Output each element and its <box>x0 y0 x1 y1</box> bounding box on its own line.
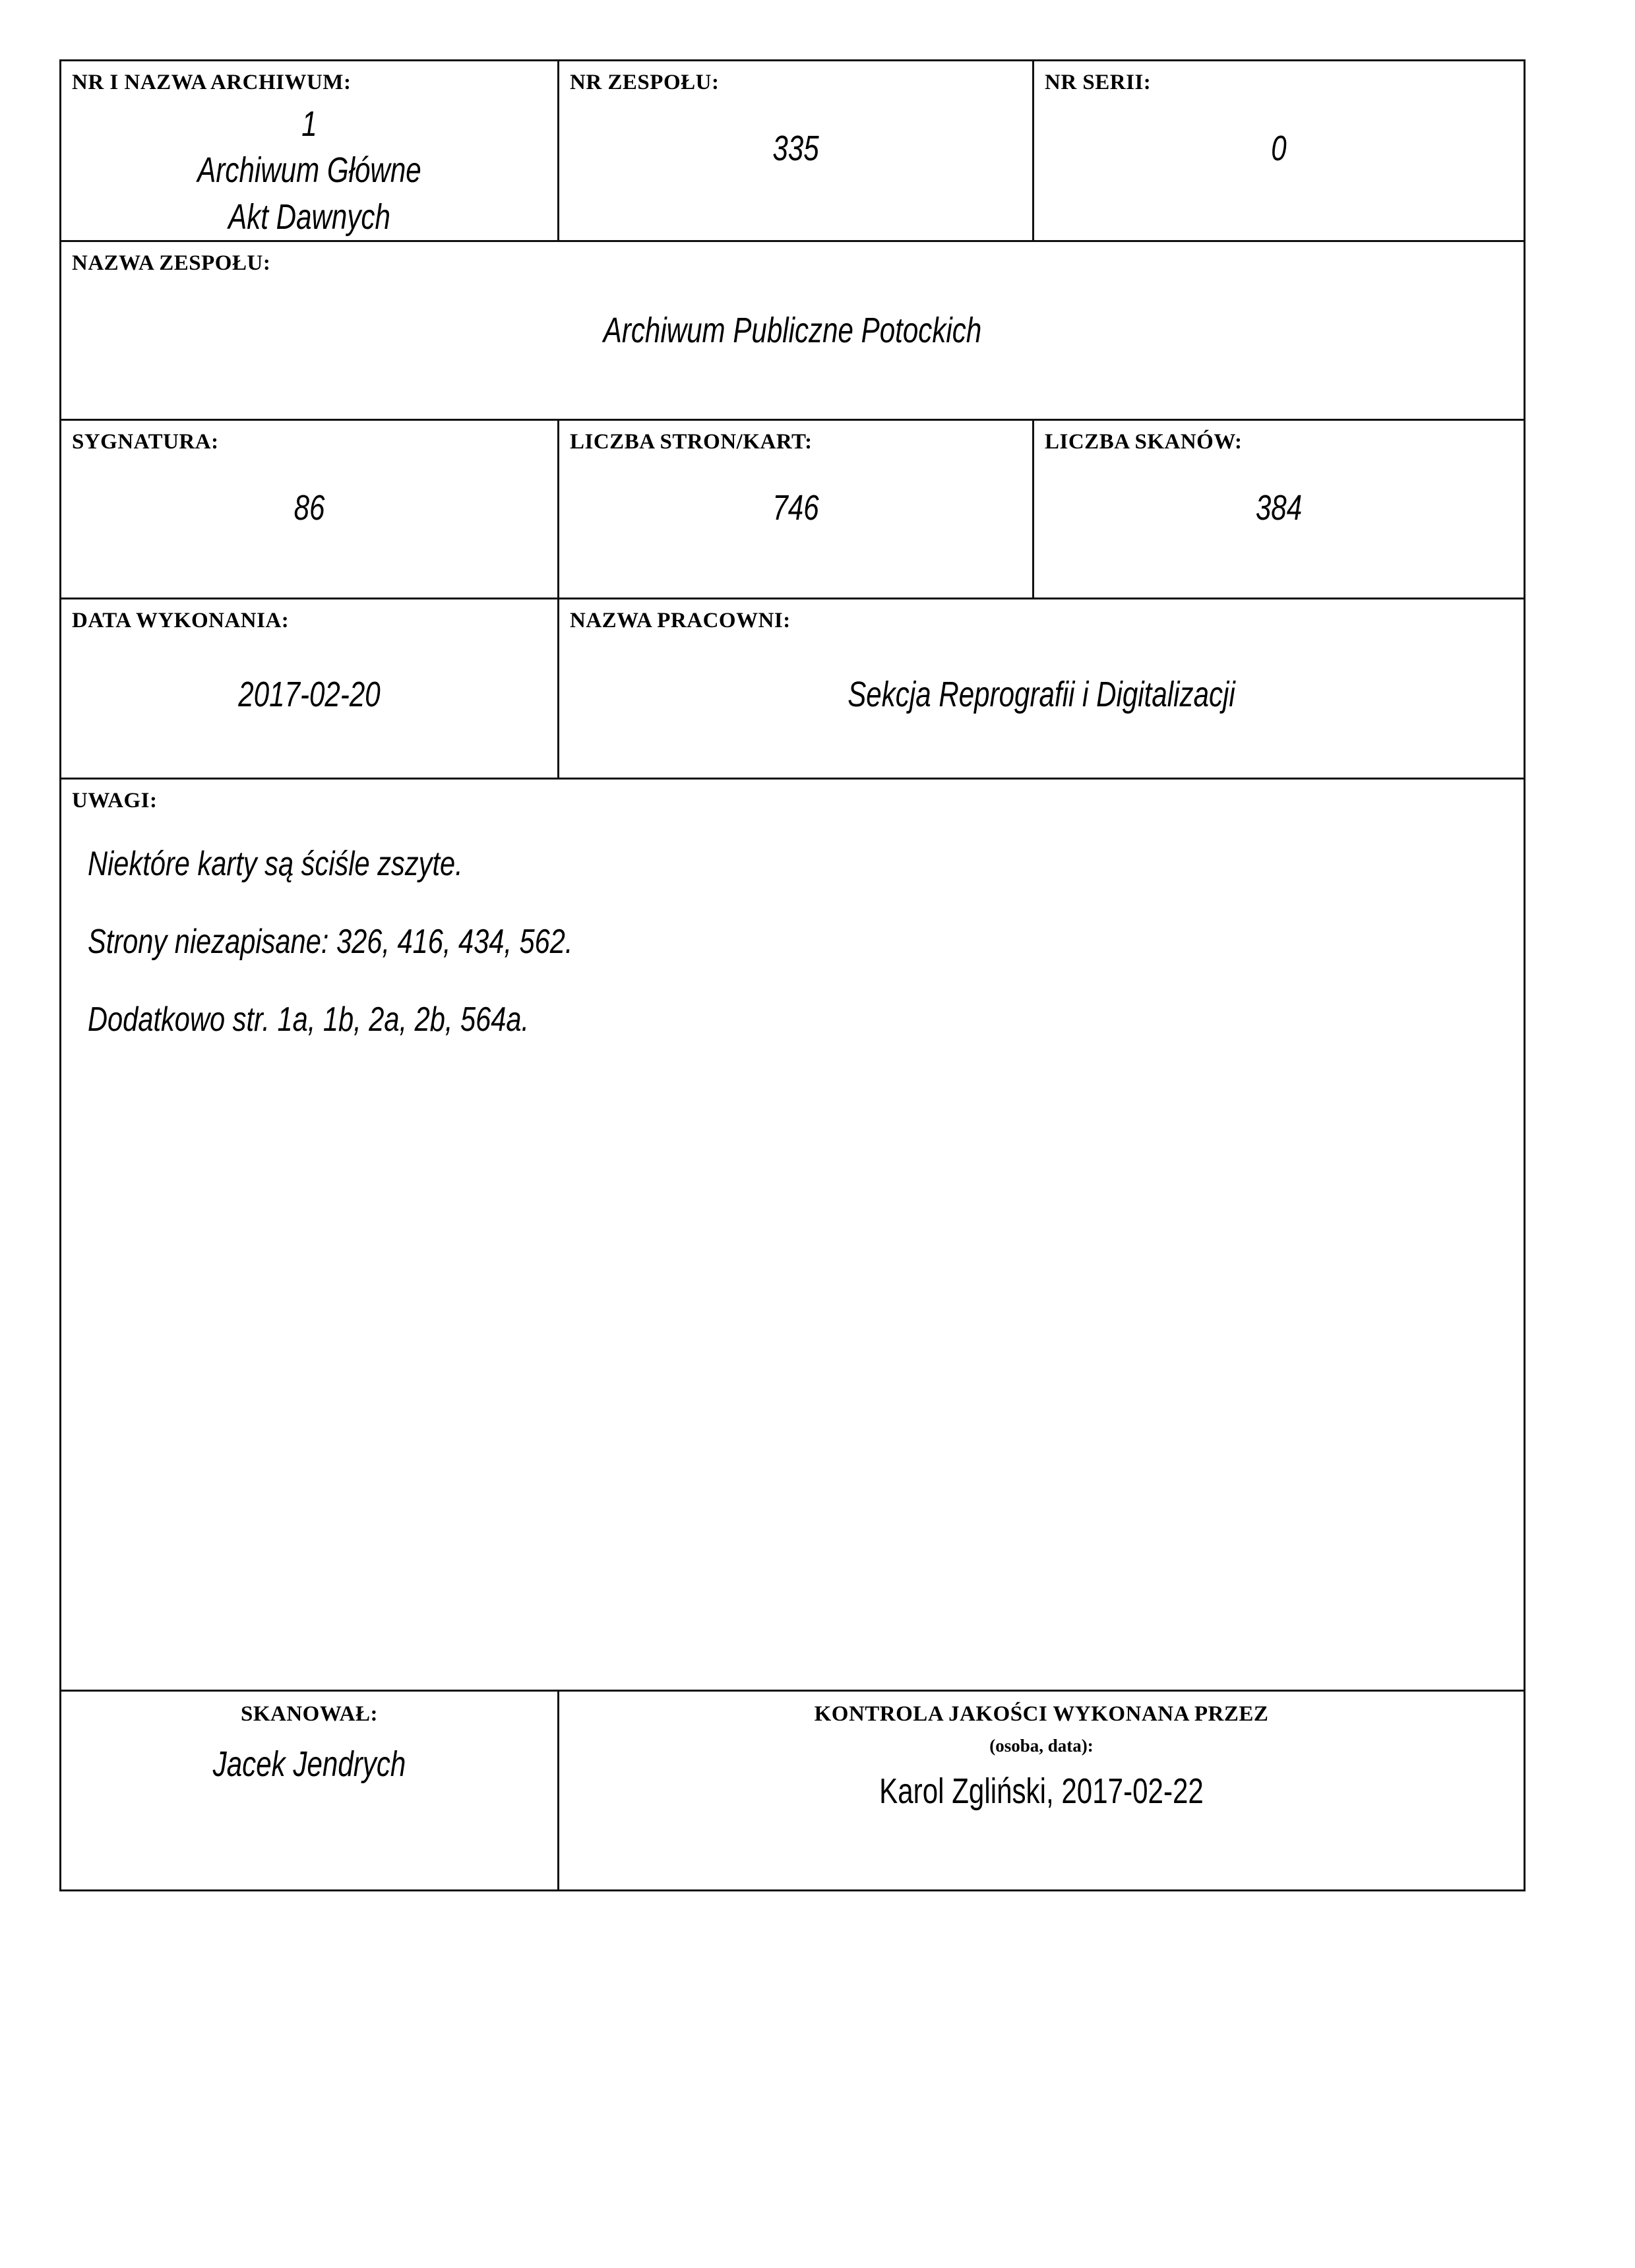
table-row-counts <box>61 419 1525 598</box>
series-number-label: NR SERII: <box>1045 71 1152 94</box>
fonds-number-label: NR ZESPOŁU: <box>570 71 720 94</box>
fonds-name-value: Archiwum Publiczne Potockich <box>603 311 982 351</box>
notes-label: UWAGI: <box>72 788 158 812</box>
cell-scans-count <box>1033 419 1525 598</box>
cell-fonds-name <box>61 241 1525 419</box>
fonds-name-label: NAZWA ZESPOŁU: <box>72 251 271 275</box>
pages-count-value: 746 <box>772 488 819 528</box>
scanned-by-label: SKANOWAŁ: <box>240 1701 379 1726</box>
cell-quality-control <box>559 1690 1525 1890</box>
archive-name-line2: Akt Dawnych <box>228 197 390 237</box>
notes-line-1: Niektóre karty są ściśle zszyte. <box>88 845 463 884</box>
archive-label: NR I NAZWA ARCHIWUM: <box>72 71 352 94</box>
cell-archive <box>61 61 559 241</box>
table-row-identifiers <box>61 61 1525 241</box>
cell-workshop <box>559 598 1525 778</box>
table-row-notes <box>61 778 1525 1690</box>
workshop-value: Sekcja Reprografii i Digitalizacji <box>848 675 1235 715</box>
table-row-date-workshop <box>61 598 1525 778</box>
notes-line-3: Dodatkowo str. 1a, 1b, 2a, 2b, 564a. <box>88 1000 530 1039</box>
series-number-value: 0 <box>1271 129 1287 169</box>
cell-fonds-number <box>559 61 1033 241</box>
signature-label: SYGNATURA: <box>72 429 219 454</box>
cell-pages-count <box>559 419 1033 598</box>
table-row-fonds-name <box>61 241 1525 419</box>
quality-control-value: Karol Zgliński, 2017-02-22 <box>879 1771 1204 1811</box>
quality-control-label: KONTROLA JAKOŚCI WYKONANA PRZEZ <box>814 1701 1269 1726</box>
metadata-form-table <box>59 59 1526 1891</box>
scans-count-label: LICZBA SKANÓW: <box>1045 429 1243 454</box>
table-row-signatures <box>61 1690 1525 1890</box>
cell-notes <box>61 778 1525 1690</box>
scanned-by-value: Jacek Jendrych <box>212 1744 406 1784</box>
date-performed-value: 2017-02-20 <box>238 675 381 715</box>
cell-series-number <box>1033 61 1525 241</box>
archive-name-line1: Archiwum Główne <box>197 150 421 191</box>
quality-control-sublabel: (osoba, data): <box>989 1735 1094 1756</box>
cell-date-performed <box>61 598 559 778</box>
cell-signature <box>61 419 559 598</box>
notes-line-2: Strony niezapisane: 326, 416, 434, 562. <box>88 923 573 962</box>
signature-value: 86 <box>293 488 325 528</box>
archive-number: 1 <box>301 104 317 144</box>
scans-count-value: 384 <box>1255 488 1303 528</box>
date-performed-label: DATA WYKONANIA: <box>72 608 290 632</box>
pages-count-label: LICZBA STRON/KART: <box>570 429 813 454</box>
archive-value <box>116 101 503 240</box>
fonds-number-value: 335 <box>772 129 819 169</box>
workshop-label: NAZWA PRACOWNI: <box>570 608 791 632</box>
cell-scanned-by <box>61 1690 559 1890</box>
notes-body <box>61 847 1524 1037</box>
